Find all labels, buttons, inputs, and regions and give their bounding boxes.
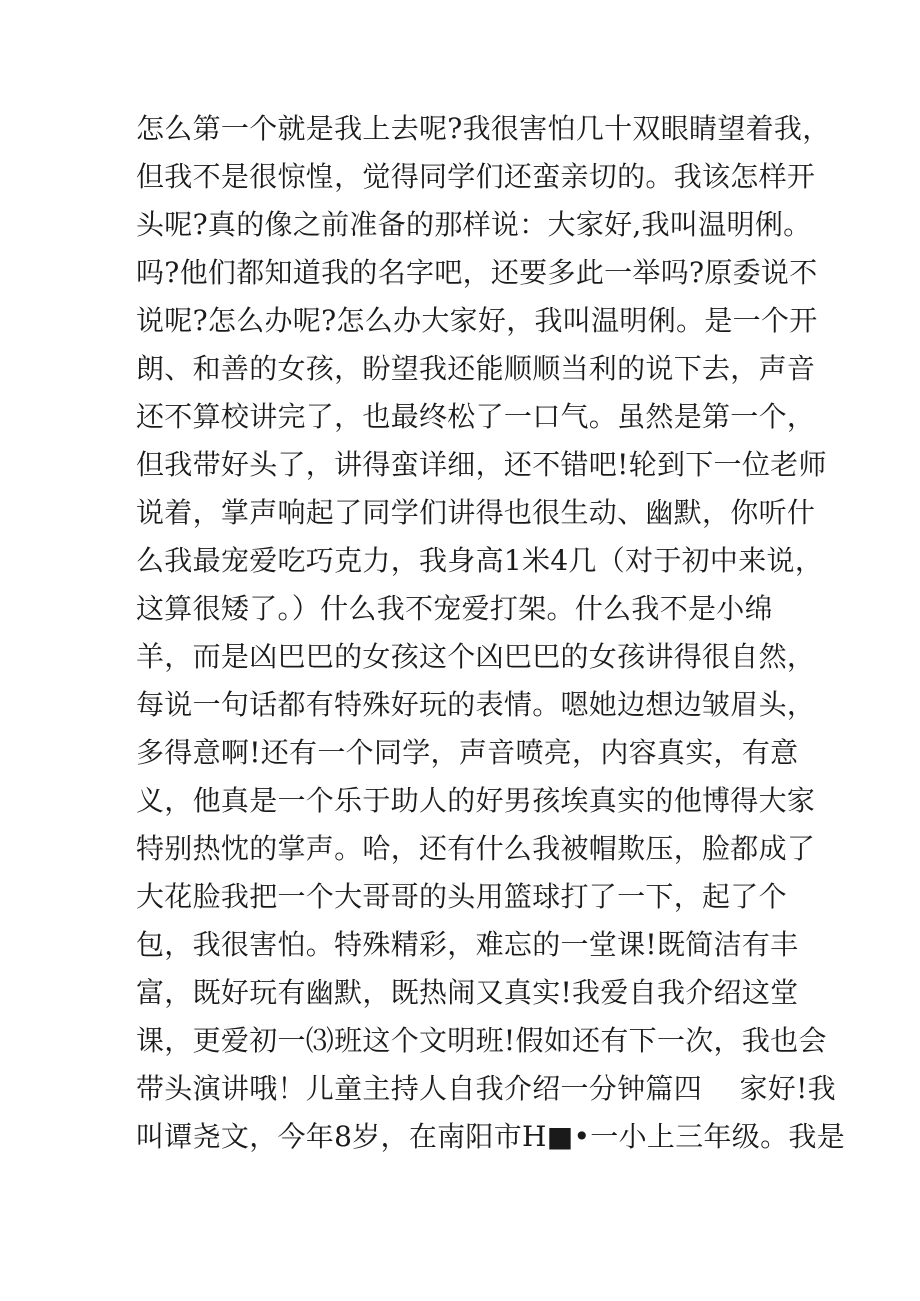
text-line-2: 但我不是很惊惶，觉得同学们还蛮亲切的。我该怎样开 [136, 160, 816, 193]
text-line-6: 朗、和善的女孩，盼望我还能顺顺当利的说下去，声音 [136, 352, 816, 385]
text-line-10: 么我最宠爱吃巧克力，我身高1米4几（对于初中来说， [136, 544, 824, 577]
text-line-13: 每说一句话都有特殊好玩的表情。嗯她边想边皱眉头， [136, 688, 816, 721]
text-line-21: 带头演讲哦！儿童主持人自我介绍一分钟篇四 家好!我 [136, 1072, 836, 1105]
text-line-1: 怎么第一个就是我上去呢?我很害怕几十双眼睛望着我， [136, 112, 831, 145]
text-line-3: 头呢?真的像之前准备的那样说：大家好,我叫温明俐。 [136, 208, 812, 241]
text-line-16: 特别热忱的掌声。哈，还有什么我被帽欺压，脸都成了 [136, 832, 816, 865]
text-line-5: 说呢?怎么办呢?怎么办大家好，我叫温明俐。是一个开 [136, 304, 818, 337]
text-line-18: 包，我很害怕。特殊精彩，难忘的一堂课!既简洁有丰 [136, 928, 799, 961]
text-line-14: 多得意啊!还有一个同学，声音喷亮，内容真实，有意 [136, 736, 799, 769]
body-text [136, 105, 846, 1161]
text-line-17: 大花脸我把一个大哥哥的头用篮球打了一下，起了个 [136, 880, 787, 913]
text-line-22: 叫谭尧文，今年8岁，在南阳市H■•一小上三年级。我是 [136, 1120, 846, 1153]
text-line-12: 羊，而是凶巴巴的女孩这个凶巴巴的女孩讲得很自然， [136, 640, 816, 673]
text-line-8: 但我带好头了，讲得蛮详细，还不错吧!轮到下一位老师 [136, 448, 827, 481]
text-line-19: 富，既好玩有幽默，既热闹又真实!我爱自我介绍这堂 [136, 976, 799, 1009]
text-line-11: 这算很矮了。）什么我不宠爱打架。什么我不是小绵 [136, 592, 773, 625]
text-line-9: 说着，掌声响起了同学们讲得也很生动、幽默，你听什 [136, 496, 816, 529]
text-line-20: 课，更爱初一⑶班这个文明班!假如还有下一次，我也会 [136, 1024, 827, 1057]
text-line-15: 义，他真是一个乐于助人的好男孩埃真实的他博得大家 [136, 784, 816, 817]
text-line-7: 还不算校讲完了，也最终松了一口气。虽然是第一个， [136, 400, 816, 433]
text-line-4: 吗?他们都知道我的名字吧，还要多此一举吗?原委说不 [136, 256, 818, 289]
